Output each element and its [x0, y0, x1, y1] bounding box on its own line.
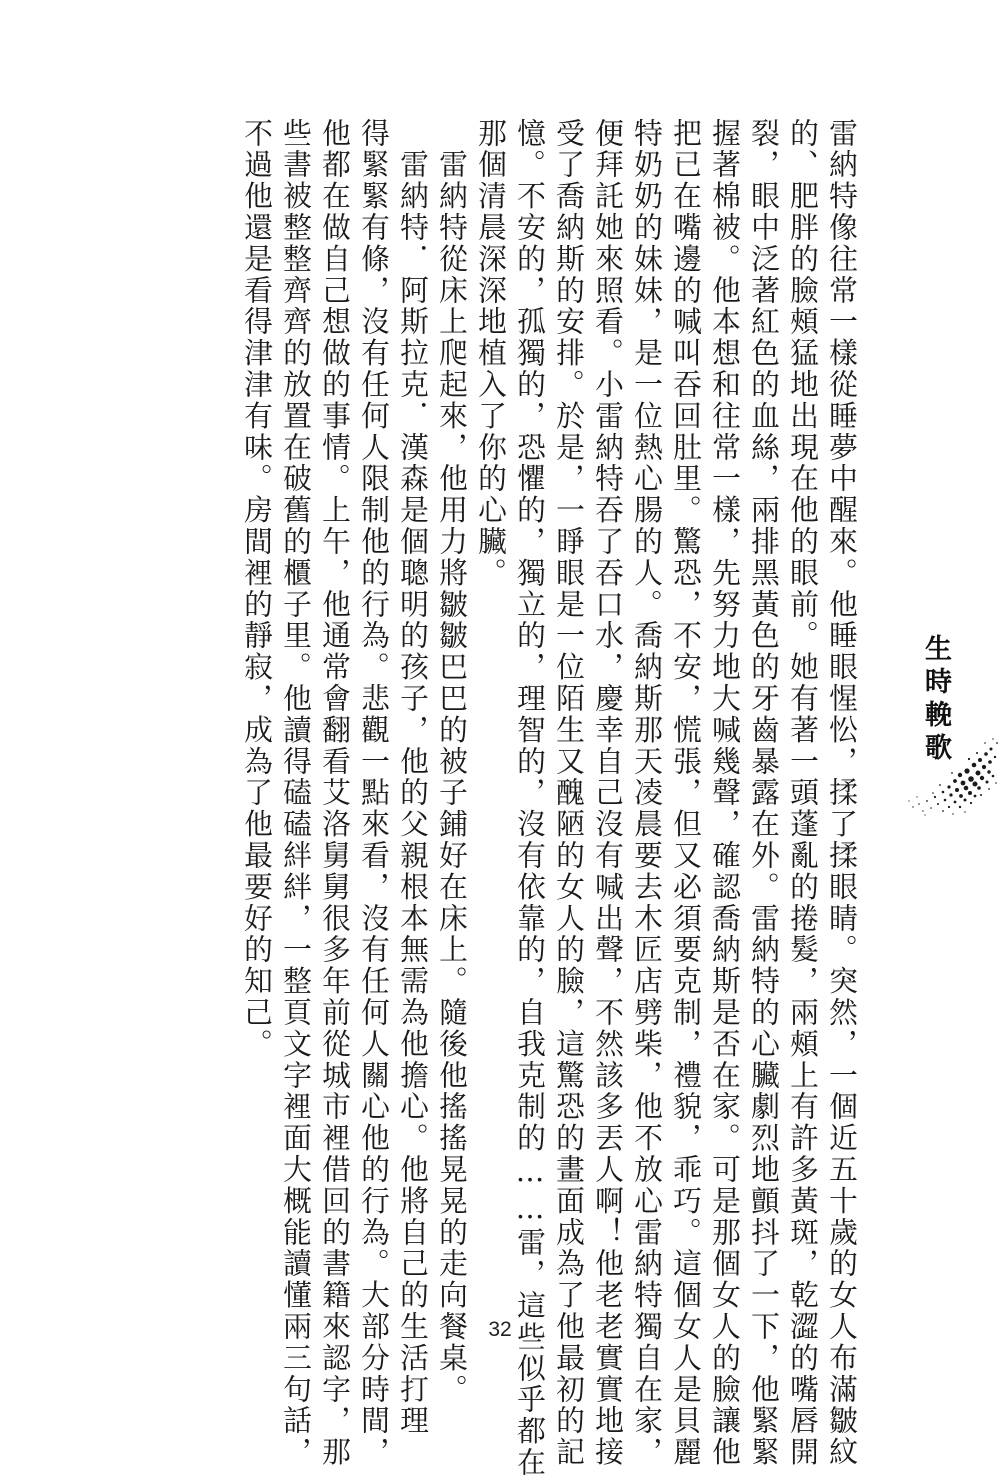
text-column-7: 便拜託她來照看。小雷納特吞了吞口水，慶幸自己沒有喊出聲，不然該多丟人啊！他老老實實地接 [591, 118, 625, 1469]
text-column-1: 雷納特像往常一樣從睡夢中醒來。他睡眼惺忪，揉了揉眼睛。突然，一個近五十歲的女人布滿皺紋 [825, 118, 859, 1469]
text-column-10: 那個清晨深深地植入了你的心臟。 [474, 118, 508, 589]
text-column-3: 裂，眼中泛著紅色的血絲，兩排黑黃色的牙齒暴露在外。雷納特的心臟劇烈地顫抖了一下，他緊緊 [747, 118, 781, 1469]
text-column-2: 的、肥胖的臉頰猛地出現在他的眼前。她有著一頭蓬亂的捲髮，兩頰上有許多黃斑，乾澀的嘴唇開 [786, 118, 820, 1469]
page-number: 32 [488, 1318, 512, 1341]
text-column-15: 些書被整整齊齊的放置在破舊的櫃子里。他讀得磕磕絆絆，一整頁文字裡面大概能讀懂兩三句話， [279, 118, 313, 1469]
text-column-8: 受了喬納斯的安排。於是，一睜眼是一位陌生又醜陋的女人的臉，這驚恐的畫面成為了他最初的記 [552, 118, 586, 1469]
text-column-4: 握著棉被。他本想和往常一樣，先努力地大喊幾聲，確認喬納斯是否在家。可是那個女人的臉讓他 [708, 118, 742, 1469]
book-title: 生時輓歌 [920, 634, 951, 766]
text-column-11: 雷納特從床上爬起來，他用力將皺皺巴巴的被子鋪好在床上。隨後他搖搖晃晃的走向餐桌。 [435, 118, 469, 1406]
text-column-12: 雷納特．阿斯拉克．漢森是個聰明的孩子，他的父親根本無需為他擔心。他將自己的生活打理 [396, 118, 430, 1437]
text-column-13: 得緊緊有條，沒有任何人限制他的行為。悲觀一點來看，沒有任何人關心他的行為。大部分時間， [357, 118, 391, 1469]
text-column-14: 他都在做自己想做的事情。上午，他通常會翻看艾洛舅舅很多年前從城市裡借回的書籍來認字，那 [318, 118, 352, 1469]
text-column-9: 憶。不安的，孤獨的，恐懼的，獨立的，理智的，沒有依靠的，自我克制的……雷，這些似乎都在 [513, 118, 547, 1479]
ink-splatter-ornament [905, 735, 1000, 820]
text-column-5: 把已在嘴邊的喊叫吞回肚里。驚恐，不安，慌張，但又必須要克制，禮貌，乖巧。這個女人是貝麗 [669, 118, 703, 1469]
text-column-16: 不過他還是看得津津有味。房間裡的靜寂，成為了他最要好的知己。 [240, 118, 274, 1060]
text-column-6: 特奶奶的妹妹，是一位熱心腸的人。喬納斯那天凌晨要去木匠店劈柴，他不放心雷納特獨自在家， [630, 118, 664, 1469]
